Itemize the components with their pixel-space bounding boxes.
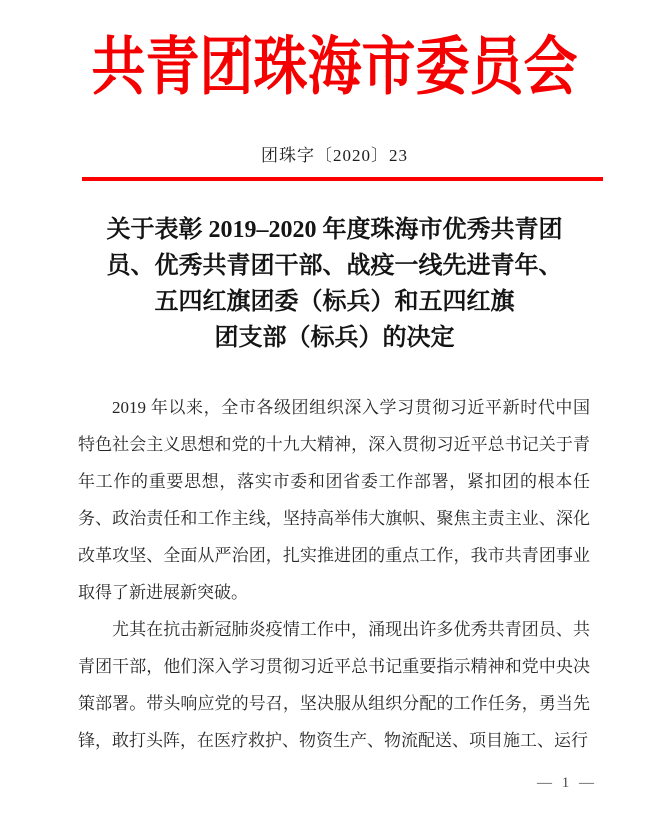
document-body bbox=[78, 389, 590, 759]
page-number: — 1 — bbox=[537, 775, 597, 791]
body-paragraph-1: 2019 年以来，全市各级团组织深入学习贯彻习近平新时代中国特色社会主义思想和党的十九大精神，深入贯彻习近平总书记关于青年工作的重要思想，落实市委和团省委工作部署，紧扣团的根本任务、政治责任和工作主线，坚持高举伟大旗帜、聚焦主责主业、深化改革攻坚、全面从严治团，扎实推进团的重点工作，我市共青团事业取得了新进展新突破。 bbox=[78, 398, 590, 602]
document-title bbox=[0, 212, 669, 356]
red-divider-line bbox=[82, 177, 603, 181]
document-title-line-3: 五四红旗团委（标兵）和五四红旗 bbox=[154, 289, 515, 315]
document-number: 团珠字〔2020〕23 bbox=[261, 146, 408, 165]
letterhead-title: 共青团珠海市委员会 bbox=[91, 31, 578, 103]
body-paragraph-2: 尤其在抗击新冠肺炎疫情工作中，涌现出许多优秀共青团员、共青团干部，他们深入学习贯彻习近平总书记重要指示精神和党中央决策部署。带头响应党的号召，坚决服从组织分配的工作任务，勇当先锋，敢打头阵，在医疗救护、物资生产、物流配送、项目施工、运行 bbox=[78, 620, 590, 750]
document-title-line-4: 团支部（标兵）的决定 bbox=[214, 325, 455, 351]
document-title-line-2: 员、优秀共青团干部、战疫一线先进青年、 bbox=[106, 253, 563, 279]
document-title-line-1: 关于表彰 2019–2020 年度珠海市优秀共青团 bbox=[106, 217, 563, 243]
